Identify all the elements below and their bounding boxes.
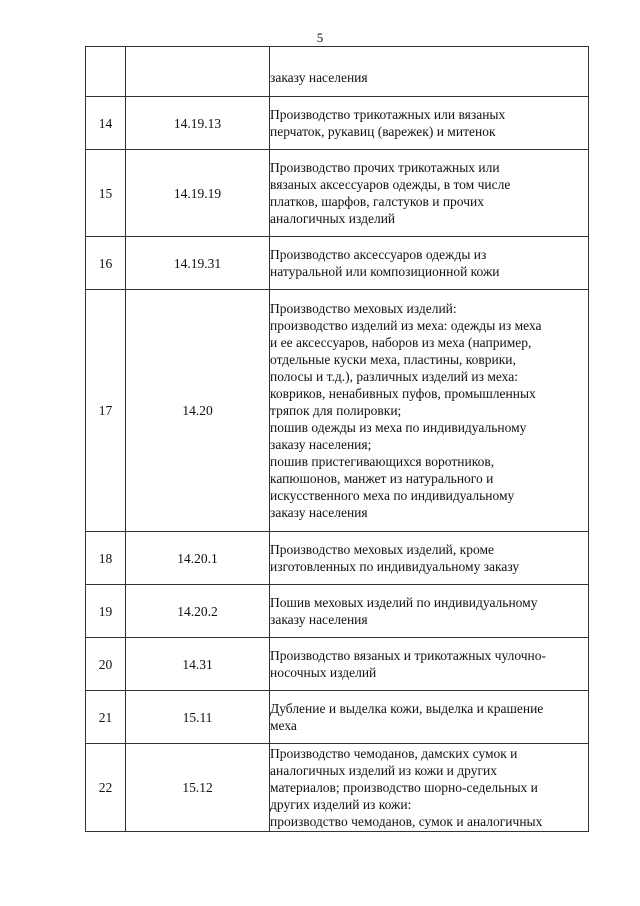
description-line: Производство аксессуаров одежды из bbox=[270, 247, 487, 262]
description-line: пошив одежды из меха по индивидуальному bbox=[270, 420, 527, 435]
description-line: меха bbox=[270, 718, 297, 733]
activity-description-cell bbox=[270, 97, 589, 150]
row-number-cell: 22 bbox=[86, 744, 126, 832]
activity-description-cell bbox=[270, 585, 589, 638]
row-number-cell: 21 bbox=[86, 691, 126, 744]
description-line: Производство прочих трикотажных или bbox=[270, 160, 500, 175]
row-number-cell: 19 bbox=[86, 585, 126, 638]
okved-code-cell: 15.12 bbox=[126, 744, 270, 832]
table-row bbox=[86, 97, 589, 150]
okved-code-cell: 14.19.19 bbox=[126, 150, 270, 237]
table-row bbox=[86, 638, 589, 691]
description-line: отдельные куски меха, пластины, коврики, bbox=[270, 352, 516, 367]
okved-code-cell: 14.20 bbox=[126, 290, 270, 532]
description-line: ковриков, ненабивных пуфов, промышленных bbox=[270, 386, 536, 401]
activity-description-cell bbox=[270, 237, 589, 290]
description-line: аналогичных изделий из кожи и других bbox=[270, 763, 497, 778]
description-line: заказу населения bbox=[270, 70, 368, 85]
activity-description-cell bbox=[270, 638, 589, 691]
okved-code-cell: 14.31 bbox=[126, 638, 270, 691]
okved-code-cell: 14.19.31 bbox=[126, 237, 270, 290]
description-line: Производство чемоданов, дамских сумок и bbox=[270, 746, 518, 761]
table-row bbox=[86, 150, 589, 237]
table-row bbox=[86, 744, 589, 832]
description-line: заказу населения bbox=[270, 505, 368, 520]
activity-description-cell bbox=[270, 290, 589, 532]
description-line: Производство трикотажных или вязаных bbox=[270, 107, 506, 122]
description-line: Производство вязаных и трикотажных чулочно- bbox=[270, 648, 546, 663]
description-line: других изделий из кожи: bbox=[270, 797, 412, 812]
activity-description-cell bbox=[270, 744, 589, 832]
row-number-cell: 20 bbox=[86, 638, 126, 691]
description-line: перчаток, рукавиц (варежек) и митенок bbox=[270, 124, 496, 139]
activity-description-cell bbox=[270, 532, 589, 585]
page-number: 5 bbox=[316, 30, 324, 45]
row-number-cell bbox=[86, 47, 126, 97]
row-number-cell: 17 bbox=[86, 290, 126, 532]
row-number-cell: 18 bbox=[86, 532, 126, 585]
description-line: Производство меховых изделий: bbox=[270, 301, 457, 316]
okved-code-cell bbox=[126, 47, 270, 97]
okved-code-cell: 14.20.1 bbox=[126, 532, 270, 585]
description-line: и ее аксессуаров, наборов из меха (например, bbox=[270, 335, 532, 350]
row-number-cell: 15 bbox=[86, 150, 126, 237]
row-number-cell: 16 bbox=[86, 237, 126, 290]
description-line: производство чемоданов, сумок и аналогичных bbox=[270, 814, 543, 829]
row-number-cell: 14 bbox=[86, 97, 126, 150]
table-row bbox=[86, 532, 589, 585]
activity-description-cell bbox=[270, 691, 589, 744]
description-line: полосы и т.д.), различных изделий из меха: bbox=[270, 369, 518, 384]
description-line: производство изделий из меха: одежды из меха bbox=[270, 318, 542, 333]
okved-code-cell: 14.19.13 bbox=[126, 97, 270, 150]
description-line: вязаных аксессуаров одежды, в том числе bbox=[270, 177, 511, 192]
description-line: пошив пристегивающихся воротников, bbox=[270, 454, 495, 469]
table-row bbox=[86, 237, 589, 290]
description-line: материалов; производство шорно-седельных и bbox=[270, 780, 538, 795]
description-line: Дубление и выделка кожи, выделка и крашение bbox=[270, 701, 544, 716]
table-row bbox=[86, 290, 589, 532]
activity-table bbox=[85, 46, 589, 832]
table-body bbox=[86, 47, 589, 832]
description-line: заказу населения; bbox=[270, 437, 372, 452]
description-line: искусственного меха по индивидуальному bbox=[270, 488, 515, 503]
activity-description-cell bbox=[270, 47, 589, 97]
description-line: тряпок для полировки; bbox=[270, 403, 402, 418]
description-line: аналогичных изделий bbox=[270, 211, 396, 226]
activity-description-cell bbox=[270, 150, 589, 237]
description-line: Производство меховых изделий, кроме bbox=[270, 542, 494, 557]
description-line: Пошив меховых изделий по индивидуальному bbox=[270, 595, 538, 610]
table-row bbox=[86, 47, 589, 97]
description-line: изготовленных по индивидуальному заказу bbox=[270, 559, 520, 574]
description-line: платков, шарфов, галстуков и прочих bbox=[270, 194, 484, 209]
table-row bbox=[86, 691, 589, 744]
table-row bbox=[86, 585, 589, 638]
description-line: носочных изделий bbox=[270, 665, 377, 680]
okved-code-cell: 15.11 bbox=[126, 691, 270, 744]
description-line: капюшонов, манжет из натурального и bbox=[270, 471, 494, 486]
description-line: натуральной или композиционной кожи bbox=[270, 264, 500, 279]
okved-code-cell: 14.20.2 bbox=[126, 585, 270, 638]
description-line: заказу населения bbox=[270, 612, 368, 627]
